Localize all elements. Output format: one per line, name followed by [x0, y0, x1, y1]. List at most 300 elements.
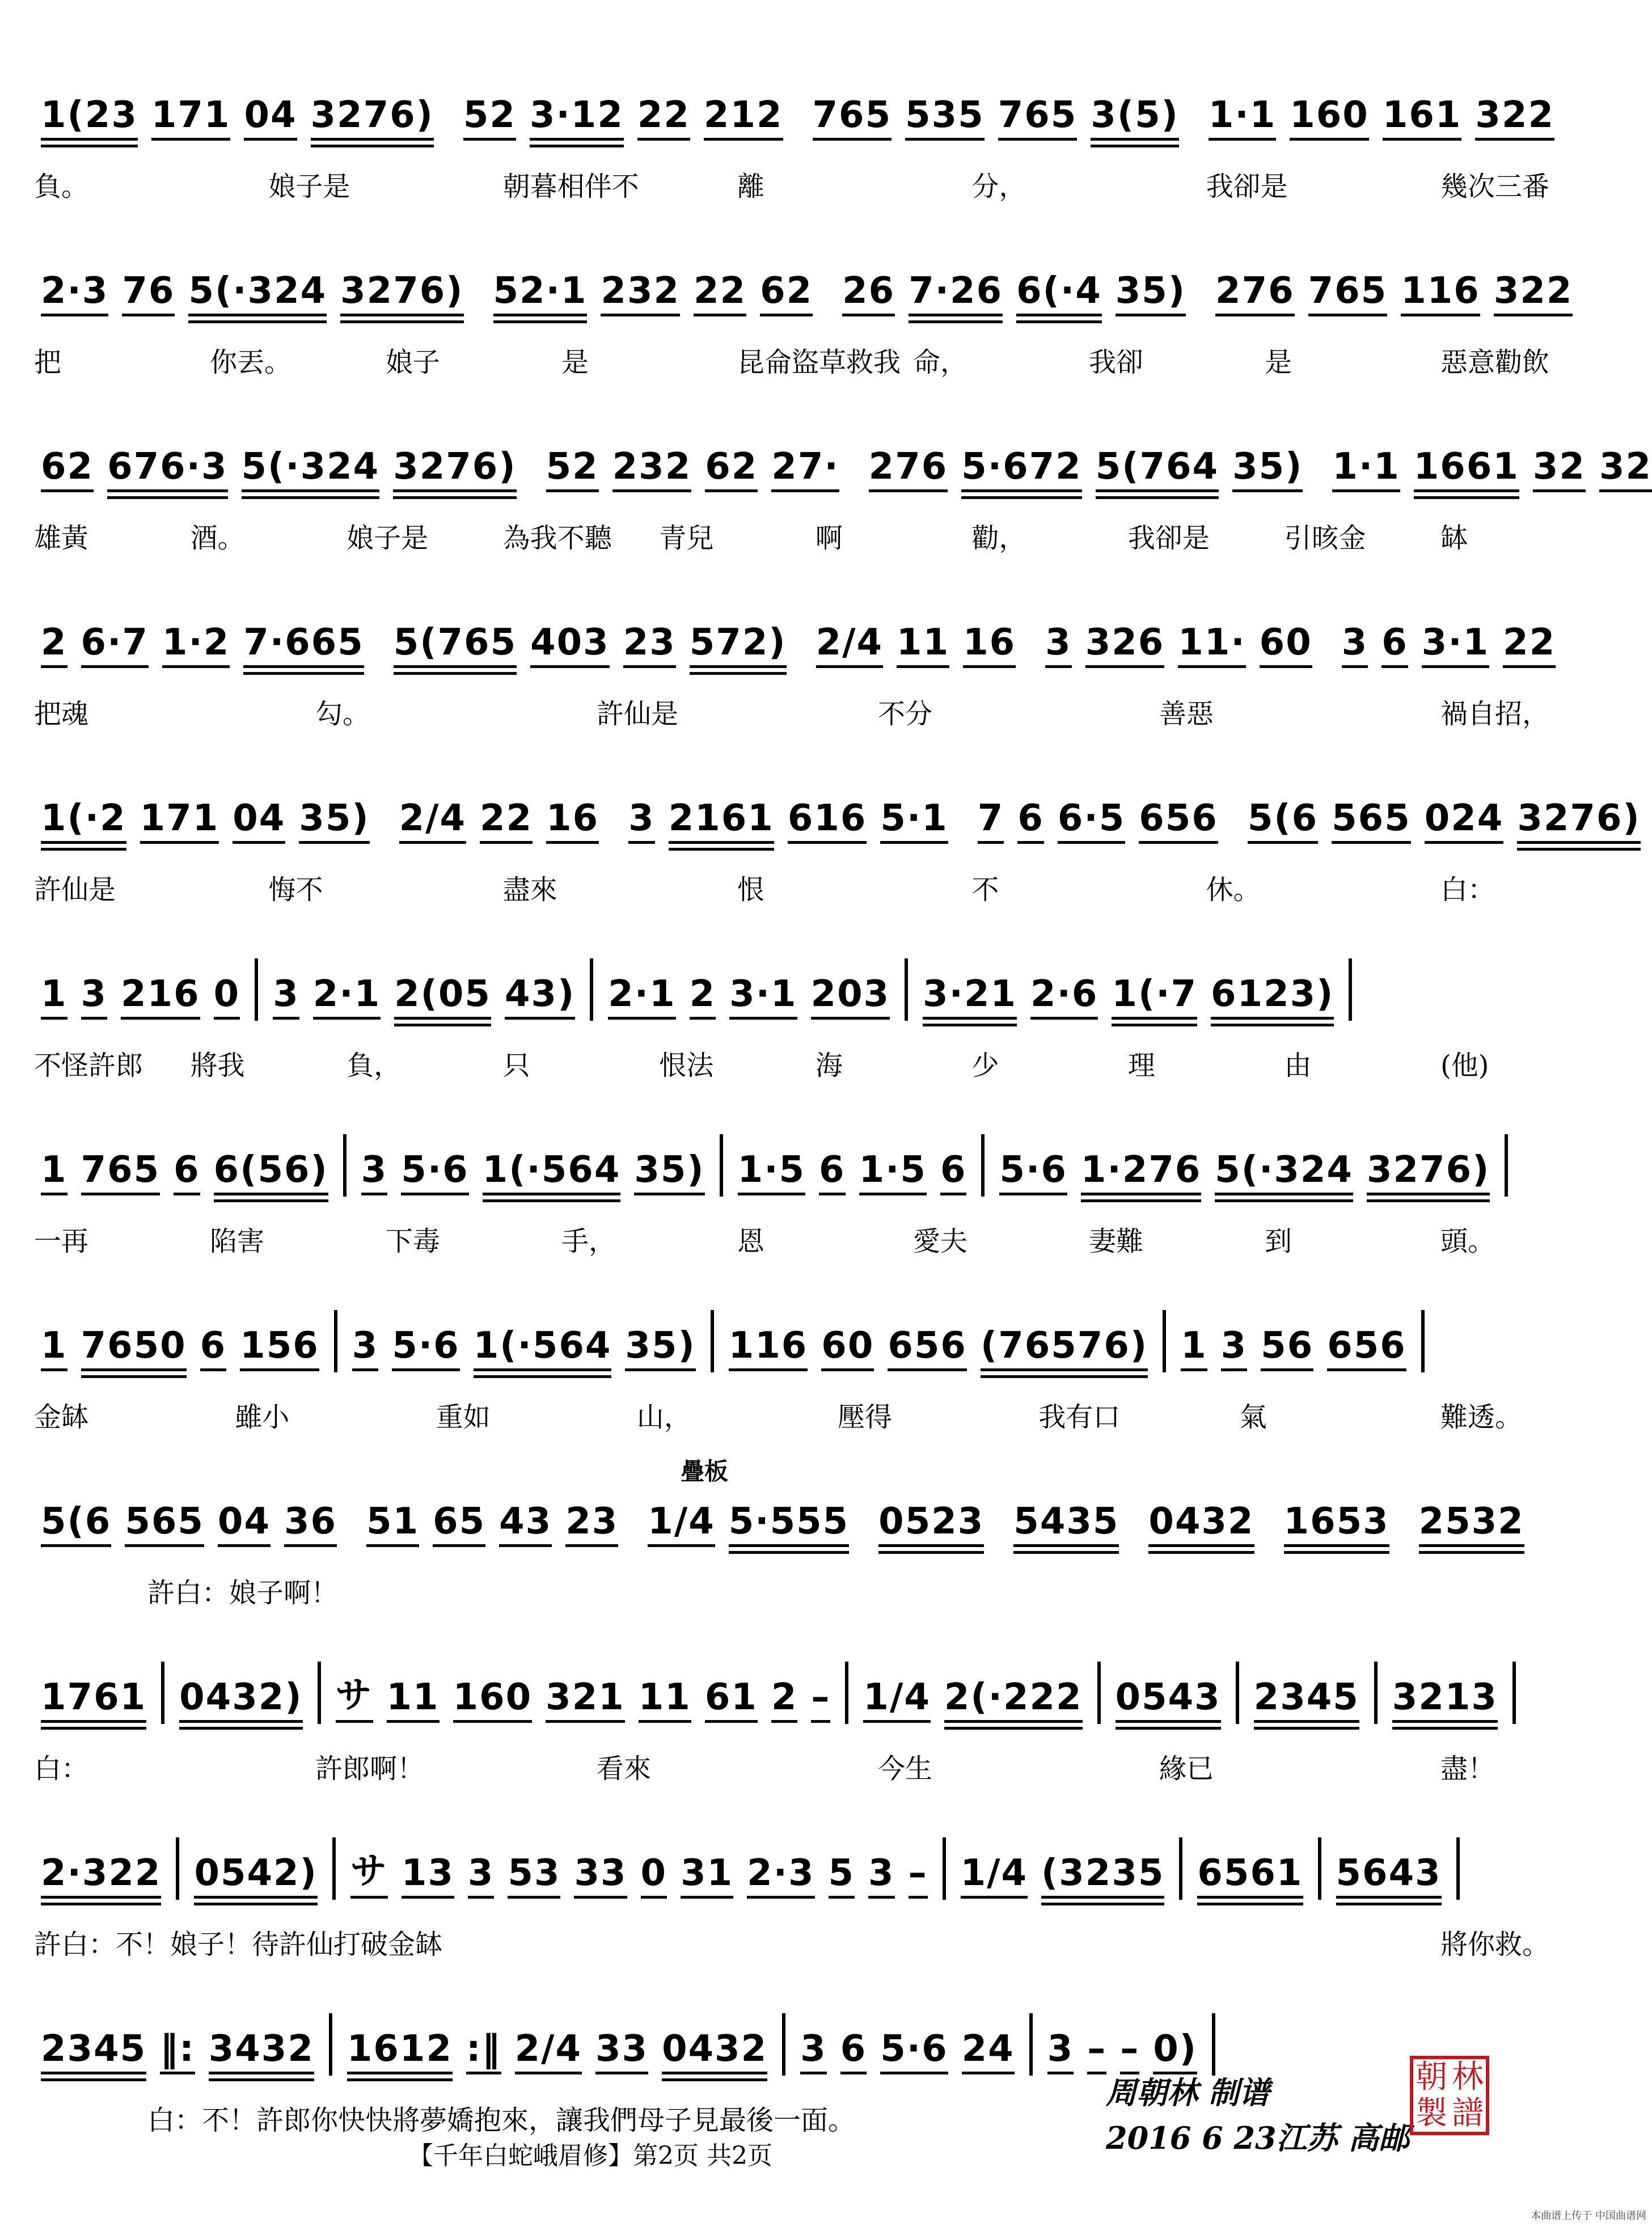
lyric-text: 把魂 — [34, 698, 89, 730]
note-group: 656 — [888, 1325, 967, 1372]
lyric-text: 許仙是 — [597, 698, 679, 730]
notation-line — [34, 250, 1573, 318]
note-group: 0523 — [878, 1501, 984, 1548]
note-group: 3(5) — [1091, 94, 1179, 142]
note-group: 52·1 — [493, 270, 588, 318]
lyrics-line — [34, 340, 1550, 386]
lyric-text: 恩 — [737, 1226, 765, 1257]
note-group: 2 — [690, 973, 716, 1021]
lyric-text: 引晐金 — [1284, 522, 1366, 554]
note-group: – — [909, 1852, 928, 1900]
lyric-text: 盡！ — [1440, 1753, 1495, 1785]
lyric-text: 頭。 — [1440, 1226, 1495, 1257]
note-group: 1·5 — [738, 1149, 805, 1197]
music-system — [34, 74, 1554, 221]
bar-line — [332, 1837, 336, 1900]
note-group: 6 — [840, 2028, 867, 2076]
lyric-text: 善惡 — [1159, 698, 1214, 730]
bar-line — [782, 2013, 785, 2076]
bar-line — [1505, 1134, 1508, 1197]
notation-line — [34, 1129, 1540, 1197]
note-group: 403 — [530, 622, 610, 669]
note-group: 43) — [505, 973, 575, 1021]
note-group: 51 — [366, 1501, 419, 1548]
note-group: 2/4 — [515, 2028, 582, 2076]
notation-line — [34, 601, 1556, 669]
note-group: 3432 — [209, 2028, 314, 2076]
author-signature — [1106, 2070, 1409, 2161]
notation-line — [34, 74, 1554, 142]
lyric-text: 金缽 — [34, 1401, 89, 1433]
note-group: 1761 — [41, 1676, 146, 1724]
note-group: 62 — [705, 446, 758, 493]
note-group: 2·6 — [1030, 973, 1098, 1021]
note-group: 22 — [694, 270, 746, 318]
bar-line — [1097, 1662, 1101, 1724]
note-group: 5·555 — [729, 1501, 849, 1548]
note-group: 3 — [868, 1852, 895, 1900]
note-group: 616 — [788, 797, 867, 845]
lyric-text: 由 — [1284, 1050, 1312, 1081]
note-group: 5(·324 — [242, 446, 380, 493]
note-group: 5·6 — [999, 1149, 1067, 1197]
lyric-text: 只 — [502, 1050, 530, 1081]
note-group: 6 — [1381, 622, 1408, 669]
lyric-text: 雄黃 — [34, 522, 89, 554]
note-group: 276 — [869, 446, 948, 493]
note-group: 565 — [1332, 797, 1411, 845]
note-group: 2345 — [41, 2028, 146, 2076]
note-group: 3·21 — [923, 973, 1017, 1021]
note-group: 13 — [402, 1852, 454, 1900]
note-group: 765 — [998, 94, 1078, 142]
note-group: 5·1 — [880, 797, 948, 845]
note-group: 26 — [842, 270, 895, 318]
note-group: 2(05 — [394, 973, 491, 1021]
lyrics-line — [34, 1922, 1550, 1968]
source-note: 本曲谱上传于 中国曲谱网 — [1531, 2210, 1646, 2222]
author-date-place: 2016 6 23江苏 高邮 — [1106, 2120, 1410, 2156]
lyrics-line — [34, 692, 1550, 737]
bar-line — [711, 1310, 714, 1372]
note-group: 1·5 — [859, 1149, 927, 1197]
note-group: 11 — [897, 622, 949, 669]
lyric-text: 一再 — [34, 1226, 89, 1257]
note-group: 160 — [453, 1676, 533, 1724]
note-group: 36 — [284, 1501, 337, 1548]
note-group: 2·3 — [41, 270, 108, 318]
note-group: 2·1 — [608, 973, 675, 1021]
notation-line — [34, 777, 1641, 845]
note-group: 3276) — [1367, 1149, 1490, 1197]
note-group: 32 — [1533, 446, 1586, 493]
lyrics-line — [34, 164, 1550, 210]
note-group: 24 — [962, 2028, 1015, 2076]
note-group: 1·2 — [162, 622, 230, 669]
seal-char: 譜 — [1452, 2095, 1484, 2132]
note-group: 1 — [41, 973, 67, 1021]
lyric-text: 娘子是 — [268, 171, 350, 202]
bar-line — [1212, 2013, 1215, 2076]
lyric-text: 為我不聽 — [502, 522, 612, 554]
note-group: 156 — [240, 1325, 319, 1372]
lyric-text: 朝暮相伴不 — [502, 171, 639, 202]
lyric-text: 恨法 — [659, 1050, 714, 1081]
lyric-text: 陷害 — [210, 1226, 265, 1257]
note-group: 1612 — [347, 2028, 453, 2076]
note-group: 2·1 — [313, 973, 381, 1021]
note-group: 565 — [125, 1501, 204, 1548]
note-group: 3·1 — [729, 973, 797, 1021]
note-group: 5·672 — [961, 446, 1081, 493]
note-group: 535 — [905, 94, 985, 142]
lyrics-line — [34, 1043, 1540, 1089]
notation-line — [34, 1480, 1540, 1548]
note-group: 6561 — [1197, 1852, 1303, 1900]
bar-line — [1029, 2013, 1033, 2076]
note-group: 212 — [704, 94, 783, 142]
note-group: 1(·2 — [41, 797, 126, 845]
notation-line — [34, 1832, 1540, 1900]
lyric-text: 幾次三番 — [1440, 171, 1550, 202]
lyric-text: 手， — [561, 1226, 616, 1257]
note-group: 232 — [612, 446, 692, 493]
notation-line — [34, 1304, 1540, 1372]
note-group: 76 — [122, 270, 175, 318]
note-group: 2532 — [1419, 1501, 1524, 1548]
note-group: 2345 — [1254, 1676, 1359, 1724]
note-group: – — [1120, 2028, 1139, 2076]
note-group: 6 — [1017, 797, 1044, 845]
note-group: 1·1 — [1209, 94, 1276, 142]
lyrics-line — [34, 516, 1540, 561]
note-group: 04 — [233, 797, 285, 845]
music-system — [34, 777, 1641, 924]
note-group: 35) — [625, 1325, 695, 1372]
note-group: 32 — [1599, 446, 1652, 493]
lyrics-line — [34, 1747, 1540, 1792]
note-group: 04 — [218, 1501, 271, 1548]
note-group: 35) — [299, 797, 369, 845]
note-group: 31 — [681, 1852, 733, 1900]
lyric-text: 重如 — [436, 1401, 491, 1433]
bar-line — [905, 958, 908, 1021]
bar-line — [845, 1662, 848, 1724]
note-group: 0 — [214, 973, 240, 1021]
note-group: 6 — [174, 1149, 200, 1197]
note-group: 3213 — [1392, 1676, 1498, 1724]
bar-line — [720, 1134, 723, 1197]
note-group: 7·26 — [909, 270, 1003, 318]
lyric-text: 是 — [561, 346, 589, 378]
music-system — [34, 1832, 1550, 1979]
note-group: (3235 — [1041, 1852, 1164, 1900]
music-system — [34, 250, 1573, 397]
note-group: 52 — [546, 446, 599, 493]
note-group: 161 — [1383, 94, 1462, 142]
lyrics-line — [34, 868, 1540, 913]
note-group: 116 — [1401, 270, 1480, 318]
lyric-text: 是 — [1265, 346, 1292, 378]
note-group: 3276) — [340, 270, 463, 318]
note-group: 1·1 — [1332, 446, 1400, 493]
note-group: 216 — [121, 973, 200, 1021]
note-group: 6(56) — [214, 1149, 328, 1197]
lyric-text: 啊 — [815, 522, 843, 554]
note-group: 65 — [433, 1501, 485, 1548]
lyric-text: 緣已 — [1159, 1753, 1214, 1785]
note-group: 22 — [480, 797, 533, 845]
note-group: :‖ — [466, 2028, 501, 2076]
note-group: 5(6 — [41, 1501, 111, 1548]
bar-line — [318, 1662, 321, 1724]
note-group: ‖: — [160, 2028, 195, 2076]
bar-line — [1512, 1662, 1516, 1724]
note-group: 5(·324 — [1215, 1149, 1353, 1197]
note-group: 6·7 — [81, 622, 149, 669]
note-group: 1 — [41, 1149, 67, 1197]
lyric-text: 我卻是 — [1127, 522, 1210, 554]
lyric-text: 到 — [1265, 1226, 1292, 1257]
notation-line — [34, 2008, 1540, 2076]
lyric-text: 妻難 — [1089, 1226, 1144, 1257]
lyric-text: 許郎啊！ — [315, 1753, 425, 1785]
note-group: 5(6 — [1248, 797, 1318, 845]
lyric-text: 山， — [636, 1401, 691, 1433]
note-group: 6·5 — [1058, 797, 1125, 845]
note-group: 04 — [244, 94, 297, 142]
note-group: 0432 — [1148, 1501, 1254, 1548]
note-group: 1(23 — [41, 94, 138, 142]
note-group: 62 — [41, 446, 94, 493]
bar-line — [1318, 1837, 1321, 1900]
note-group: 3 — [468, 1852, 495, 1900]
note-group: 3 — [628, 797, 655, 845]
note-group: 3 — [1221, 1325, 1248, 1372]
lyric-text: 不 — [971, 874, 999, 906]
note-group: 27· — [771, 446, 839, 493]
note-group: 203 — [811, 973, 890, 1021]
note-group: 3276) — [311, 94, 434, 142]
seal-char: 朝 — [1416, 2059, 1447, 2095]
note-group: – — [1087, 2028, 1106, 2076]
lyric-text: 理 — [1127, 1050, 1155, 1081]
note-group: 326 — [1085, 622, 1165, 669]
lyric-text: 昆侖盜草救我 — [737, 346, 901, 378]
note-group: 322 — [1494, 270, 1573, 318]
music-system — [34, 1304, 1540, 1452]
seal-char: 林 — [1452, 2059, 1484, 2095]
note-group: 7·665 — [243, 622, 364, 669]
note-group: 3276) — [393, 446, 516, 493]
lyric-text: 離 — [737, 171, 765, 202]
bar-line — [334, 1310, 337, 1372]
note-group: 0432) — [179, 1676, 302, 1724]
note-group: 3 — [1045, 622, 1072, 669]
note-group: 16 — [546, 797, 599, 845]
author-name: 周朝林 制谱 — [1106, 2074, 1270, 2111]
note-group: 1(·564 — [474, 1325, 612, 1372]
note-group: 11 — [639, 1676, 691, 1724]
lyric-text: 休。 — [1206, 874, 1261, 906]
note-group: 116 — [729, 1325, 808, 1372]
lyric-text: 海 — [815, 1050, 843, 1081]
tempo-marking: 疊板 — [681, 1457, 729, 1485]
lyric-text: 雖小 — [235, 1401, 290, 1433]
bar-line — [255, 958, 258, 1021]
note-group: 6 — [819, 1149, 846, 1197]
music-system — [34, 1457, 1540, 1628]
notation-line — [34, 953, 1540, 1021]
note-group: 3·12 — [530, 94, 624, 142]
note-group: 1(·564 — [483, 1149, 621, 1197]
note-group: 656 — [1327, 1325, 1406, 1372]
lyric-text: 分， — [971, 171, 1026, 202]
lyric-text: (他) — [1440, 1050, 1489, 1081]
lyric-text: 我卻是 — [1206, 171, 1288, 202]
music-system — [34, 1656, 1540, 1803]
note-group: 62 — [760, 270, 813, 318]
lyric-text: 壓得 — [838, 1401, 893, 1433]
music-system — [34, 953, 1540, 1100]
note-group: 6 — [940, 1149, 967, 1197]
note-group: 2(·222 — [944, 1676, 1083, 1724]
note-group: 2·322 — [41, 1852, 161, 1900]
note-group: 60 — [821, 1325, 874, 1372]
lyric-text: 我有口 — [1038, 1401, 1121, 1433]
note-group: 024 — [1425, 797, 1504, 845]
note-group: 1/4 — [961, 1852, 1028, 1900]
lyric-text: 不怪許郎 — [34, 1050, 143, 1081]
note-group: 5·6 — [392, 1325, 459, 1372]
note-group: 765 — [1308, 270, 1388, 318]
lyric-text: 勸， — [971, 522, 1026, 554]
music-system — [34, 601, 1556, 749]
note-group: 0) — [1153, 2028, 1197, 2076]
note-group: 53 — [508, 1852, 560, 1900]
note-group: 2·3 — [747, 1852, 814, 1900]
note-group: 5(765 — [394, 622, 517, 669]
note-group: サ — [350, 1842, 388, 1900]
lyric-text: 今生 — [878, 1753, 933, 1785]
lyric-text: 少 — [971, 1050, 999, 1081]
note-group: 1·276 — [1081, 1149, 1201, 1197]
note-group: 35) — [1116, 270, 1186, 318]
note-group: 1661 — [1414, 446, 1519, 493]
bar-line — [329, 2013, 332, 2076]
lyrics-line — [34, 1395, 1540, 1440]
lyric-text: 許白：娘子啊！ — [147, 1577, 339, 1609]
note-group: 6123) — [1211, 973, 1334, 1021]
note-group: 1(·7 — [1112, 973, 1197, 1021]
lyric-text: 將你救。 — [1440, 1929, 1550, 1960]
lyric-text: 勾。 — [315, 698, 370, 730]
bar-line — [590, 958, 593, 1021]
lyric-text: 青兒 — [659, 522, 714, 554]
note-group: 5·6 — [401, 1149, 468, 1197]
note-group: 5·6 — [880, 2028, 948, 2076]
note-group: 232 — [601, 270, 680, 318]
note-group: 3 — [81, 973, 108, 1021]
note-group: サ — [336, 1666, 373, 1724]
seal-char: 製 — [1416, 2095, 1447, 2132]
red-seal-stamp — [1410, 2056, 1489, 2135]
lyric-text: 娘子是 — [347, 522, 429, 554]
lyric-text: 悔不 — [268, 874, 323, 906]
note-group: 3 — [1342, 622, 1368, 669]
note-group: 16 — [963, 622, 1016, 669]
lyric-text: 將我 — [190, 1050, 245, 1081]
note-group: 0542) — [194, 1852, 317, 1900]
note-group: 5(·324 — [188, 270, 327, 318]
note-group: 171 — [151, 94, 231, 142]
lyric-text: 恨 — [737, 874, 765, 906]
lyric-text: 你丟。 — [210, 346, 292, 378]
bar-line — [176, 1837, 179, 1900]
note-group: 160 — [1290, 94, 1369, 142]
bar-line — [343, 1134, 347, 1197]
note-group: 5435 — [1013, 1501, 1119, 1548]
note-group: 3 — [273, 973, 299, 1021]
note-group: 1 — [1181, 1325, 1207, 1372]
note-group: 2 — [771, 1676, 798, 1724]
note-group: 7650 — [81, 1325, 187, 1372]
lyrics-line — [34, 1219, 1540, 1265]
note-group: 23 — [565, 1501, 618, 1548]
bar-line — [981, 1134, 985, 1197]
lyric-text: 把 — [34, 346, 62, 378]
note-group: 0432 — [662, 2028, 767, 2076]
note-group: 1 — [41, 1325, 67, 1372]
note-group: 3 — [361, 1149, 388, 1197]
note-group: 22 — [1503, 622, 1556, 669]
note-group: 5(764 — [1096, 446, 1219, 493]
note-group: 60 — [1260, 622, 1312, 669]
lyric-text: 缽 — [1440, 522, 1468, 554]
lyric-text: 氣 — [1239, 1401, 1267, 1433]
note-group: 52 — [463, 94, 516, 142]
lyric-text: 負， — [347, 1050, 402, 1081]
notation-line — [34, 425, 1652, 493]
note-group: 0543 — [1116, 1676, 1221, 1724]
note-group: 3 — [800, 2028, 827, 2076]
bar-line — [1421, 1310, 1425, 1372]
lyric-text: 愛夫 — [913, 1226, 968, 1257]
note-group: 11· — [1178, 622, 1245, 669]
note-group: 1/4 — [648, 1501, 715, 1548]
note-group: 22 — [637, 94, 690, 142]
lyric-text: 命， — [913, 346, 968, 378]
note-group: 2 — [41, 622, 67, 669]
note-group: (76576) — [981, 1325, 1148, 1372]
note-group: 322 — [1475, 94, 1554, 142]
note-group: 656 — [1139, 797, 1218, 845]
lyric-text: 看來 — [597, 1753, 652, 1785]
note-group: 56 — [1261, 1325, 1313, 1372]
note-group: 33 — [595, 2028, 648, 2076]
lyric-text: 盡來 — [502, 874, 557, 906]
note-group: 3·1 — [1422, 622, 1489, 669]
bar-line — [1236, 1662, 1239, 1724]
note-group: 35) — [634, 1149, 704, 1197]
lyric-text: 白： — [34, 1753, 89, 1785]
notation-line — [34, 1656, 1540, 1724]
note-group: 6(·4 — [1016, 270, 1102, 318]
note-group: 1653 — [1284, 1501, 1389, 1548]
note-group: 171 — [140, 797, 219, 845]
lyric-text: 許白：不！娘子！待許仙打破金缽 — [34, 1929, 443, 1960]
bar-line — [1456, 1837, 1460, 1900]
